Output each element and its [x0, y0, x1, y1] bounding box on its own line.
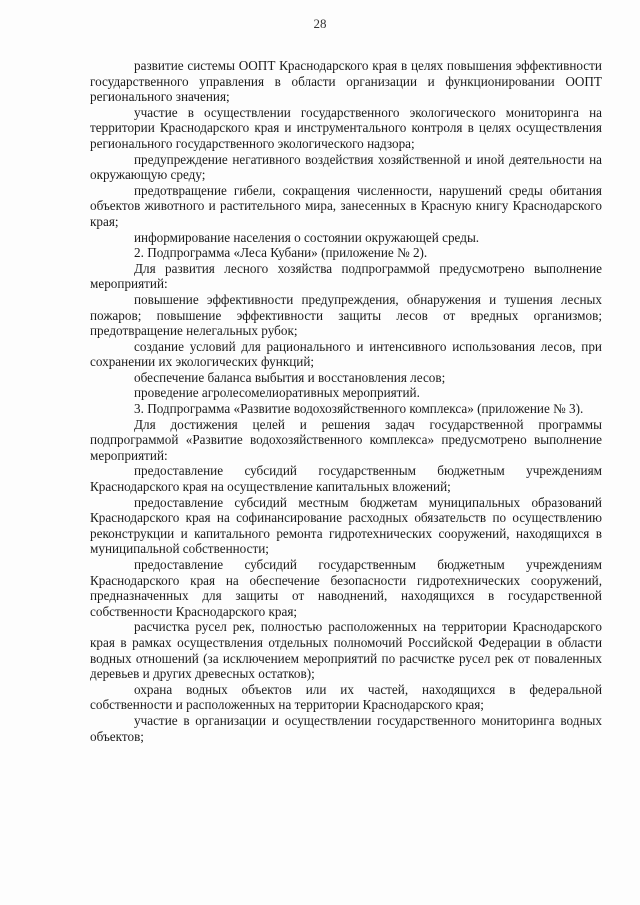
paragraph: участие в организации и осуществлении государственного мониторинга водных объектов;	[90, 712, 602, 744]
paragraph: участие в осуществлении государственного экологического мониторинга на территории Краснодарского края и инструментального контроля в целях осуществления регионального государственного экологического надзора;	[90, 104, 602, 151]
paragraph: информирование населения о состоянии окружающей среды.	[134, 229, 480, 245]
subprogram-heading: 3. Подпрограмма «Развитие водохозяйственного комплекса» (приложение № 3).	[134, 401, 584, 417]
paragraph: Для развития лесного хозяйства подпрограммой предусмотрено выполнение мероприятий:	[90, 260, 602, 292]
paragraph: предотвращение гибели, сокращения численности, нарушений среды обитания объектов животного и растительного мира, занесенных в Красную книгу Краснодарского края;	[90, 182, 602, 229]
paragraph: охрана водных объектов или их частей, находящихся в федеральной собственности и расположенных на территории Краснодарского края;	[90, 681, 602, 713]
body-text	[90, 58, 602, 744]
paragraph: предоставление субсидий местным бюджетам муниципальных образований Краснодарского края на софинансирование расходных обязательств по осуществлению реконструкции и капитального ремонта гидротехнических сооружений, находящихся в муниципальной собственности;	[90, 494, 602, 557]
paragraph: предоставление субсидий государственным бюджетным учреждениям Краснодарского края на осуществление капитальных вложений;	[90, 463, 602, 495]
paragraph: проведение агролесомелиоративных мероприятий.	[134, 385, 420, 401]
paragraph: повышение эффективности предупреждения, обнаружения и тушения лесных пожаров; повышение эффективности защиты лесов от вредных организмов; предотвращение нелегальных рубок;	[90, 291, 602, 339]
page-number: 28	[313, 16, 327, 31]
paragraph: развитие системы ООПТ Краснодарского края в целях повышения эффективности государственного управления в области организации и функционировании ООПТ регионального значения;	[90, 58, 602, 105]
paragraph: предупреждение негативного воздействия хозяйственной и иной деятельности на окружающую среду;	[90, 151, 602, 183]
paragraph: расчистка русел рек, полностью расположенных на территории Краснодарского края в рамках осуществления отдельных полномочий Российской Федерации в области водных отношений (за исключением мероприятий по расчистке русел рек от поваленных деревьев и других древесных остатков);	[90, 619, 602, 682]
paragraph: предоставление субсидий государственным бюджетным учреждениям Краснодарского края на обеспечение безопасности гидротехнических сооружений, предназначенных для защиты от наводнений, находящихся в государственной собственности Краснодарского края;	[90, 557, 602, 619]
paragraph: обеспечение баланса выбытия и восстановления лесов;	[134, 369, 446, 385]
subprogram-heading: 2. Подпрограмма «Леса Кубани» (приложение № 2).	[134, 245, 428, 261]
paragraph: создание условий для рационального и интенсивного использования лесов, при сохранении их экологических функций;	[90, 338, 602, 370]
paragraph: Для достижения целей и решения задач государственной программы подпрограммой «Развитие водохозяйственного комплекса» предусмотрено выполнение мероприятий:	[90, 416, 602, 463]
